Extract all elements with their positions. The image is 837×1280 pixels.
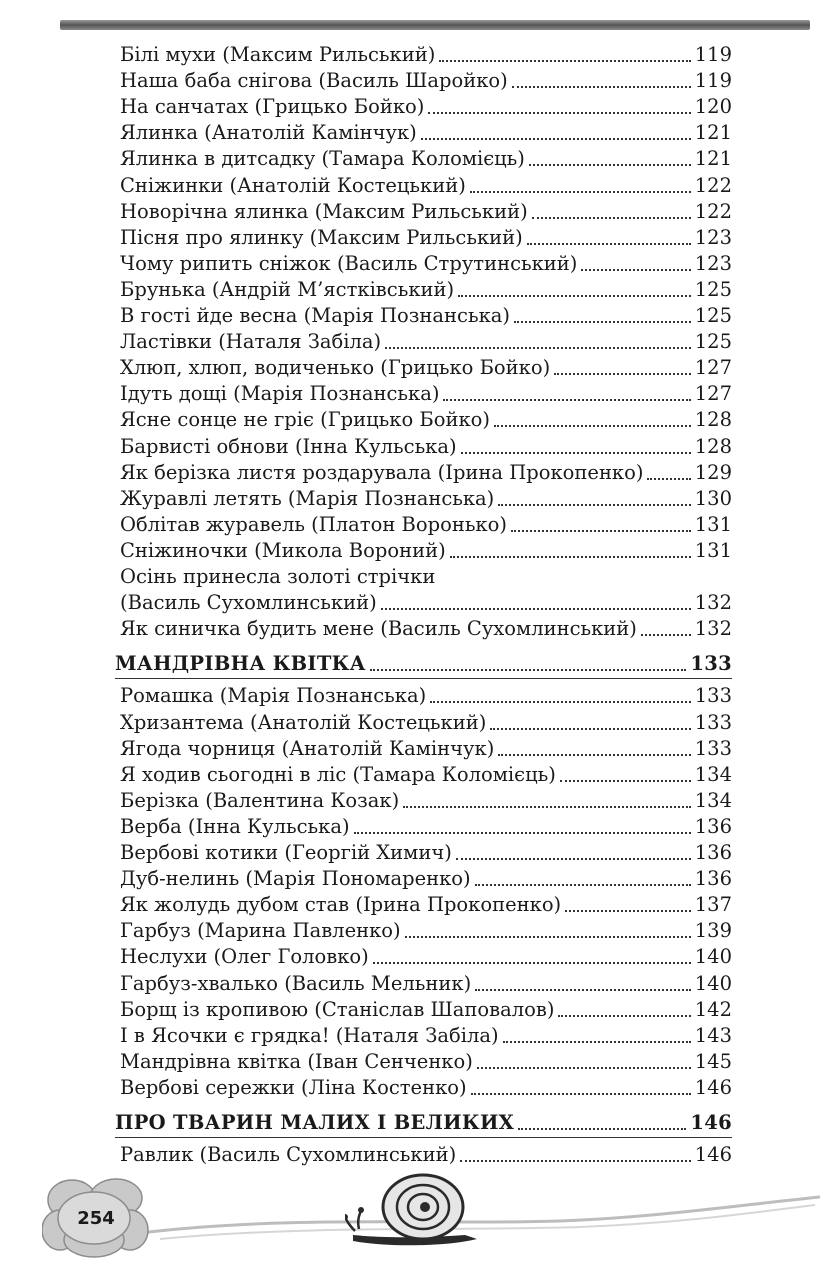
dot-leader — [565, 910, 691, 912]
dot-leader — [443, 399, 690, 401]
toc-entry — [120, 866, 732, 892]
dot-leader — [428, 112, 690, 114]
toc-entry — [120, 616, 732, 642]
dot-leader — [527, 243, 691, 245]
entry-title: Пісня про ялинку (Максим Рильський) — [120, 225, 523, 249]
dot-leader — [471, 1093, 691, 1095]
entry-title: Чому рипить сніжок (Василь Струтинський) — [120, 251, 578, 275]
entry-page-number: 123 — [694, 225, 732, 249]
dot-leader — [511, 530, 691, 532]
entry-title: Верба (Інна Кульська) — [120, 814, 350, 838]
entry-title: Неслухи (Олег Головко) — [120, 945, 369, 969]
toc-entry — [120, 762, 732, 788]
dot-leader — [512, 86, 691, 88]
entry-title: Берізка (Валентина Козак) — [120, 788, 400, 812]
dot-leader — [470, 191, 691, 193]
dot-leader — [498, 754, 690, 756]
dot-leader — [581, 269, 690, 271]
dot-leader — [560, 780, 691, 782]
dot-leader — [381, 608, 691, 610]
entry-title: Ідуть дощі (Марія Познанська) — [120, 382, 440, 406]
dot-leader — [385, 347, 691, 349]
toc-entry — [120, 564, 732, 590]
entry-page-number: 128 — [694, 408, 732, 432]
entry-title: Сніжиночки (Микола Вороний) — [120, 538, 446, 562]
dot-leader — [514, 321, 691, 323]
entry-title: Ягода чорниця (Анатолій Камінчук) — [120, 736, 495, 760]
entry-page-number: 143 — [694, 1023, 732, 1047]
entry-page-number: 122 — [694, 199, 732, 223]
entry-page-number: 136 — [694, 867, 732, 891]
dot-leader — [477, 1067, 691, 1069]
entry-page-number: 127 — [694, 356, 732, 380]
entry-title: Равлик (Василь Сухомлинський) — [120, 1143, 457, 1167]
entry-title: Ромашка (Марія Познанська) — [120, 684, 427, 708]
entry-page-number: 133 — [690, 652, 732, 676]
dot-leader — [554, 373, 691, 375]
toc-entry — [120, 840, 732, 866]
entry-title: Вербові котики (Георгій Химич) — [120, 841, 452, 864]
section-heading — [115, 1110, 732, 1136]
toc-entry — [120, 381, 732, 407]
dot-leader — [647, 478, 690, 480]
entry-page-number: 140 — [694, 945, 732, 969]
toc-entry — [120, 120, 732, 146]
entry-title: Як берізка листя роздарувала (Ірина Прокопенко) — [120, 460, 644, 484]
dot-leader — [518, 1128, 686, 1130]
dot-leader — [456, 858, 691, 860]
entry-page-number: 125 — [694, 277, 732, 301]
entry-page-number: 140 — [694, 971, 732, 995]
dot-leader — [370, 669, 687, 671]
entry-title: Гарбуз (Марина Павленко) — [120, 919, 401, 943]
section-underline — [115, 678, 732, 679]
toc-entry — [120, 1075, 732, 1101]
toc-entry — [120, 710, 732, 736]
entry-page-number: 142 — [694, 997, 732, 1021]
entry-title: В гості йде весна (Марія Познанська) — [120, 304, 511, 327]
entry-page-number: 134 — [694, 762, 732, 786]
entry-page-number: 119 — [694, 69, 732, 93]
toc-entry — [120, 303, 732, 329]
dot-leader — [439, 60, 690, 62]
dot-leader — [405, 936, 691, 938]
entry-page-number: 146 — [694, 1143, 732, 1167]
entry-page-number: 137 — [694, 893, 732, 917]
dot-leader — [475, 989, 691, 991]
entry-title: Брунька (Андрій М’ястківський) — [120, 277, 455, 301]
toc-entry — [120, 538, 732, 564]
toc-entry — [120, 225, 732, 251]
snail-icon — [345, 1165, 485, 1250]
entry-page-number: 127 — [694, 382, 732, 406]
dot-leader — [475, 884, 691, 886]
dot-leader — [460, 1160, 691, 1162]
toc-entry — [120, 486, 732, 512]
entry-page-number: 121 — [694, 147, 732, 171]
entry-title: Хризантема (Анатолій Костецький) — [120, 710, 487, 734]
entry-page-number: 133 — [694, 710, 732, 734]
entry-title: Барвисті обнови (Інна Кульська) — [120, 434, 457, 458]
entry-title: Як синичка будить мене (Василь Сухомлинський) — [120, 617, 637, 641]
entry-title: Осінь принесла золоті стрічки — [120, 565, 436, 588]
toc-entry — [120, 42, 732, 68]
entry-page-number: 122 — [694, 173, 732, 197]
entry-page-number: 131 — [694, 512, 732, 536]
dot-leader — [558, 1015, 690, 1017]
entry-title: Ясне сонце не гріє (Грицько Бойко) — [120, 408, 491, 432]
entry-page-number: 125 — [694, 304, 732, 327]
entry-page-number: 131 — [694, 538, 732, 562]
entry-page-number: 133 — [694, 684, 732, 708]
toc-entry — [120, 971, 732, 997]
dot-leader — [490, 728, 690, 730]
entry-page-number: 130 — [694, 486, 732, 510]
entry-page-number: 139 — [694, 919, 732, 943]
entry-page-number: 132 — [694, 591, 732, 615]
entry-title: Мандрівна квітка (Іван Сенченко) — [120, 1049, 473, 1073]
dot-leader — [532, 217, 691, 219]
toc-entry — [120, 460, 732, 486]
toc-entry — [120, 199, 732, 225]
toc-entry — [120, 814, 732, 840]
dot-leader — [503, 1041, 691, 1043]
entry-title: ПРО ТВАРИН МАЛИХ І ВЕЛИКИХ — [115, 1111, 515, 1134]
entry-title: Сніжинки (Анатолій Костецький) — [120, 173, 466, 197]
entry-page-number: 145 — [694, 1049, 732, 1073]
dot-leader — [373, 962, 691, 964]
entry-title: (Василь Сухомлинський) — [120, 591, 377, 615]
toc-entry — [120, 1049, 732, 1075]
entry-title: Борщ із кропивою (Станіслав Шаповалов) — [120, 997, 555, 1021]
dot-leader — [430, 701, 691, 703]
entry-title: Облітав журавель (Платон Воронько) — [120, 512, 507, 536]
section-heading — [115, 651, 732, 677]
entry-title: Ялинка (Анатолій Камінчук) — [120, 121, 417, 145]
entry-title: Як жолудь дубом став (Ірина Прокопенко) — [120, 893, 562, 917]
entry-title: Новорічна ялинка (Максим Рильський) — [120, 199, 528, 223]
toc-entry — [120, 1023, 732, 1049]
top-rule — [60, 20, 810, 30]
toc-entry — [120, 512, 732, 538]
toc-entry — [120, 68, 732, 94]
dot-leader — [641, 634, 691, 636]
entry-page-number: 119 — [694, 43, 732, 66]
entry-page-number: 136 — [694, 814, 732, 838]
entry-title: На санчатах (Грицько Бойко) — [120, 95, 425, 119]
dot-leader — [354, 832, 691, 834]
entry-page-number: 129 — [694, 460, 732, 484]
entry-page-number: 133 — [694, 736, 732, 760]
entry-page-number: 123 — [694, 251, 732, 275]
entry-page-number: 146 — [690, 1111, 732, 1134]
entry-title: Наша баба снігова (Василь Шаройко) — [120, 69, 508, 93]
toc-entry — [120, 683, 732, 709]
dot-leader — [529, 164, 691, 166]
entry-title: Гарбуз-хвалько (Василь Мельник) — [120, 971, 472, 995]
toc-entry — [120, 788, 732, 814]
entry-page-number: 128 — [694, 434, 732, 458]
entry-page-number: 136 — [694, 841, 732, 864]
entry-page-number: 125 — [694, 330, 732, 354]
dot-leader — [421, 138, 691, 140]
dot-leader — [403, 806, 691, 808]
entry-title: Білі мухи (Максим Рильський) — [120, 43, 436, 66]
dot-leader — [498, 504, 690, 506]
entry-title: Хлюп, хлюп, водиченько (Грицько Бойко) — [120, 356, 551, 380]
entry-page-number: 121 — [694, 121, 732, 145]
entry-title: Ластівки (Наталя Забіла) — [120, 330, 382, 354]
toc-entry — [120, 590, 732, 616]
toc-entry — [120, 434, 732, 460]
toc-entry — [120, 173, 732, 199]
page-number: 254 — [77, 1208, 115, 1229]
toc-entry — [120, 997, 732, 1023]
entry-page-number: 146 — [694, 1075, 732, 1099]
entry-title: Я ходив сьогодні в ліс (Тамара Коломієць) — [120, 762, 556, 786]
dot-leader — [461, 452, 691, 454]
toc-entry — [120, 736, 732, 762]
entry-title: Ялинка в дитсадку (Тамара Коломієць) — [120, 147, 525, 171]
toc-entry — [120, 277, 732, 303]
entry-title: Журавлі летять (Марія Познанська) — [120, 486, 495, 510]
toc-entry — [120, 94, 732, 120]
toc-entry — [120, 251, 732, 277]
toc-entry — [120, 329, 732, 355]
entry-page-number: 120 — [694, 95, 732, 119]
entry-title: МАНДРІВНА КВІТКА — [115, 652, 366, 676]
toc-entry — [120, 355, 732, 381]
entry-title: І в Ясочки є грядка! (Наталя Забіла) — [120, 1023, 499, 1047]
dot-leader — [450, 556, 691, 558]
dot-leader — [458, 295, 691, 297]
entry-title: Вербові сережки (Ліна Костенко) — [120, 1075, 467, 1099]
entry-page-number: 132 — [694, 617, 732, 641]
entry-title: Дуб-нелинь (Марія Пономаренко) — [120, 867, 471, 891]
toc-entry — [120, 407, 732, 433]
toc-entry — [120, 892, 732, 918]
toc-entry — [120, 944, 732, 970]
dot-leader — [494, 425, 691, 427]
toc-entry — [120, 918, 732, 944]
toc-entry — [120, 146, 732, 172]
entry-page-number: 134 — [694, 788, 732, 812]
section-underline — [115, 1137, 732, 1138]
